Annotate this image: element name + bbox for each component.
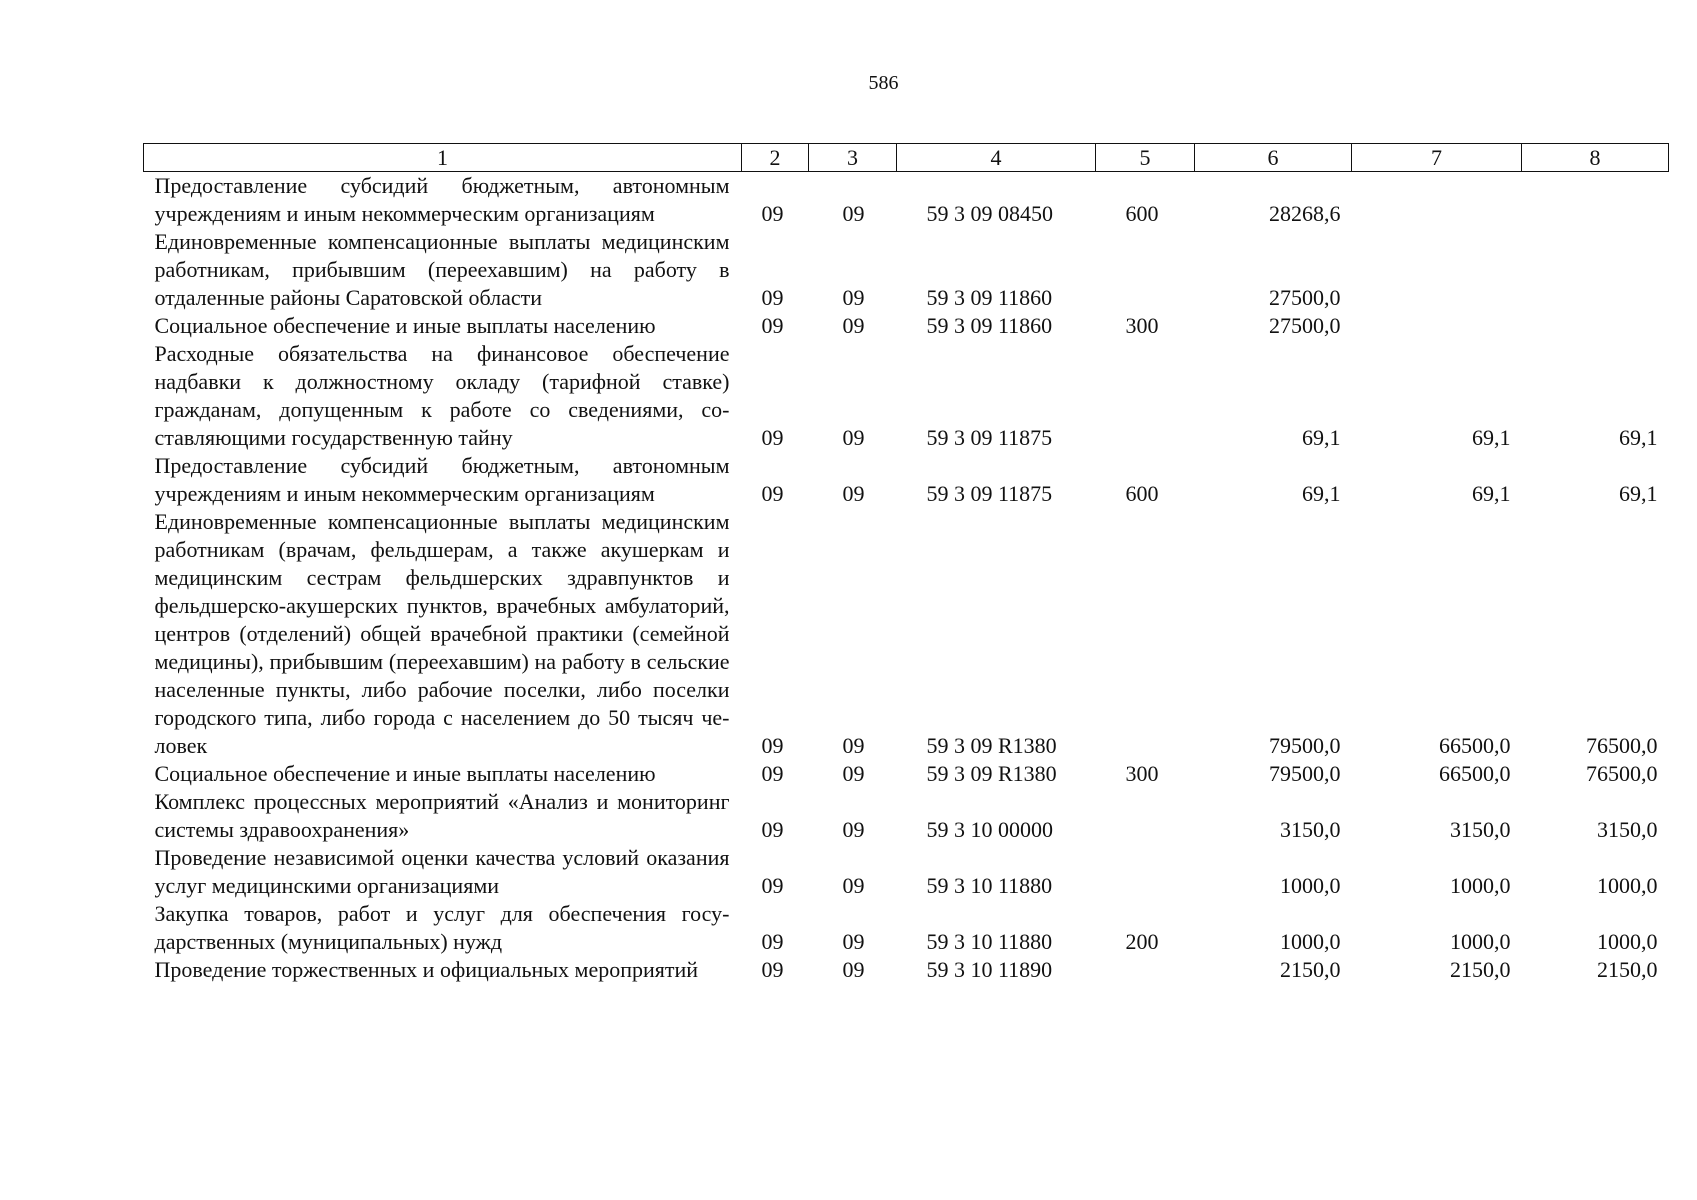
cell-section: 09 bbox=[761, 285, 784, 310]
cell-section: 09 bbox=[761, 425, 784, 450]
cell-description: Социальное обеспечение и иные выплаты населению bbox=[154, 761, 656, 786]
cell-expense-type: 600 bbox=[1125, 481, 1159, 506]
cell-expense-type: 600 bbox=[1125, 201, 1159, 226]
cell-target-article: 59 3 09 08450 bbox=[926, 201, 1053, 226]
budget-table-container bbox=[143, 143, 1668, 984]
cell-target-article: 59 3 09 R1380 bbox=[926, 761, 1057, 786]
cell-amount-year-2: 69,1 bbox=[1472, 481, 1511, 506]
cell-section: 09 bbox=[761, 761, 784, 786]
table-row bbox=[144, 340, 1669, 452]
cell-amount-year-2 bbox=[1352, 312, 1522, 340]
cell-description: Проведение независимой оценки качества условий оказания услуг медицинскими организациями bbox=[154, 845, 730, 898]
cell-subsection: 09 bbox=[842, 201, 865, 226]
header-col-7: 7 bbox=[1352, 144, 1522, 172]
cell-section: 09 bbox=[761, 957, 784, 982]
cell-amount-year-1: 69,1 bbox=[1302, 481, 1341, 506]
cell-subsection: 09 bbox=[842, 929, 865, 954]
cell-description: Проведение торжественных и официальных мероприятий bbox=[154, 957, 699, 982]
cell-amount-year-2: 1000,0 bbox=[1450, 873, 1511, 898]
table-row bbox=[144, 312, 1669, 340]
cell-amount-year-3: 1000,0 bbox=[1597, 929, 1658, 954]
cell-amount-year-2: 1000,0 bbox=[1450, 929, 1511, 954]
cell-subsection: 09 bbox=[842, 733, 865, 758]
cell-description: Предоставление субсидий бюджетным, автономным учреждениям и иным некоммерческим организациям bbox=[154, 453, 730, 506]
cell-amount-year-1: 79500,0 bbox=[1269, 761, 1341, 786]
cell-amount-year-1: 1000,0 bbox=[1280, 929, 1341, 954]
table-header bbox=[144, 144, 1669, 172]
cell-description: Социальное обеспечение и иные выплаты населению bbox=[154, 313, 656, 338]
header-col-2: 2 bbox=[742, 144, 809, 172]
cell-amount-year-3 bbox=[1522, 172, 1669, 229]
cell-amount-year-3: 2150,0 bbox=[1597, 957, 1658, 982]
cell-expense-type bbox=[1096, 844, 1195, 900]
cell-amount-year-3: 1000,0 bbox=[1597, 873, 1658, 898]
header-col-3: 3 bbox=[809, 144, 897, 172]
table-row bbox=[144, 844, 1669, 900]
cell-subsection: 09 bbox=[842, 481, 865, 506]
cell-description: Единовременные компенсационные выплаты медицинским работникам (врачам, фельдшерам, а также акушеркам и медицинским сестрам фельдшерских здравпунктов и фельдшерско-акушерских пунктов, врачебных амбулаторий, центров (отделений) общей врачебной практики (семейной медицины), прибывшим (переехавшим) на работу в сельские населенные пункты, либо рабочие поселки, либо поселки городского типа, либо города с населением до 50 тысяч человек bbox=[154, 509, 730, 758]
cell-subsection: 09 bbox=[842, 873, 865, 898]
cell-expense-type bbox=[1096, 228, 1195, 312]
budget-table bbox=[143, 143, 1669, 984]
cell-expense-type bbox=[1096, 956, 1195, 984]
cell-amount-year-3 bbox=[1522, 312, 1669, 340]
cell-subsection: 09 bbox=[842, 957, 865, 982]
cell-subsection: 09 bbox=[842, 313, 865, 338]
cell-expense-type: 200 bbox=[1125, 929, 1159, 954]
cell-target-article: 59 3 09 11860 bbox=[926, 285, 1053, 310]
cell-amount-year-2: 3150,0 bbox=[1450, 817, 1511, 842]
cell-subsection: 09 bbox=[842, 761, 865, 786]
table-row bbox=[144, 956, 1669, 984]
cell-section: 09 bbox=[761, 481, 784, 506]
cell-expense-type bbox=[1096, 508, 1195, 760]
cell-amount-year-2: 69,1 bbox=[1472, 425, 1511, 450]
cell-amount-year-1: 2150,0 bbox=[1280, 957, 1341, 982]
table-row bbox=[144, 228, 1669, 312]
cell-expense-type bbox=[1096, 340, 1195, 452]
table-row bbox=[144, 508, 1669, 760]
cell-description: Закупка товаров, работ и услуг для обеспечения государственных (муниципальных) нужд bbox=[154, 901, 730, 954]
cell-target-article: 59 3 10 11880 bbox=[926, 873, 1053, 898]
cell-amount-year-3: 3150,0 bbox=[1597, 817, 1658, 842]
table-row bbox=[144, 788, 1669, 844]
cell-amount-year-1: 79500,0 bbox=[1269, 733, 1341, 758]
cell-target-article: 59 3 10 11890 bbox=[926, 957, 1053, 982]
cell-description: Предоставление субсидий бюджетным, автономным учреждениям и иным некоммерческим организациям bbox=[154, 173, 730, 226]
cell-amount-year-1: 27500,0 bbox=[1269, 285, 1341, 310]
table-row bbox=[144, 452, 1669, 508]
cell-amount-year-3: 69,1 bbox=[1619, 425, 1658, 450]
cell-expense-type bbox=[1096, 788, 1195, 844]
cell-amount-year-3: 76500,0 bbox=[1586, 761, 1658, 786]
cell-target-article: 59 3 09 11875 bbox=[926, 481, 1053, 506]
cell-section: 09 bbox=[761, 929, 784, 954]
cell-description: Комплекс процессных мероприятий «Анализ и мониторинг системы здравоохранения» bbox=[154, 789, 730, 842]
cell-amount-year-1: 69,1 bbox=[1302, 425, 1341, 450]
header-col-4: 4 bbox=[897, 144, 1096, 172]
cell-section: 09 bbox=[761, 817, 784, 842]
cell-target-article: 59 3 09 11875 bbox=[926, 425, 1053, 450]
cell-section: 09 bbox=[761, 201, 784, 226]
header-col-5: 5 bbox=[1096, 144, 1195, 172]
cell-amount-year-1: 28268,6 bbox=[1269, 201, 1341, 226]
header-col-6: 6 bbox=[1195, 144, 1352, 172]
cell-subsection: 09 bbox=[842, 817, 865, 842]
cell-subsection: 09 bbox=[842, 285, 865, 310]
cell-amount-year-1: 27500,0 bbox=[1269, 313, 1341, 338]
cell-target-article: 59 3 09 11860 bbox=[926, 313, 1053, 338]
cell-amount-year-2: 66500,0 bbox=[1439, 761, 1511, 786]
cell-amount-year-3: 76500,0 bbox=[1586, 733, 1658, 758]
cell-amount-year-2: 2150,0 bbox=[1450, 957, 1511, 982]
cell-amount-year-2: 66500,0 bbox=[1439, 733, 1511, 758]
table-row bbox=[144, 900, 1669, 956]
cell-section: 09 bbox=[761, 733, 784, 758]
table-body bbox=[144, 172, 1669, 985]
cell-section: 09 bbox=[761, 313, 784, 338]
cell-description: Расходные обязательства на финансовое обеспечение надбавки к должностному окладу (тарифной ставке) гражданам, допущенным к работе со сведениями, составляющими государственную тайну bbox=[154, 341, 730, 450]
cell-amount-year-3 bbox=[1522, 228, 1669, 312]
header-row bbox=[144, 144, 1669, 172]
cell-amount-year-1: 3150,0 bbox=[1280, 817, 1341, 842]
page-number: 586 bbox=[868, 72, 899, 94]
cell-description: Единовременные компенсационные выплаты медицинским работникам, прибывшим (переехавшим) на работу в отдаленные районы Саратовской области bbox=[154, 229, 730, 310]
cell-amount-year-2 bbox=[1352, 172, 1522, 229]
cell-section: 09 bbox=[761, 873, 784, 898]
table-row bbox=[144, 760, 1669, 788]
cell-target-article: 59 3 10 00000 bbox=[926, 817, 1053, 842]
header-col-8: 8 bbox=[1522, 144, 1669, 172]
header-col-1: 1 bbox=[144, 144, 742, 172]
cell-expense-type: 300 bbox=[1125, 761, 1159, 786]
cell-expense-type: 300 bbox=[1125, 313, 1159, 338]
cell-target-article: 59 3 09 R1380 bbox=[926, 733, 1057, 758]
cell-subsection: 09 bbox=[842, 425, 865, 450]
cell-target-article: 59 3 10 11880 bbox=[926, 929, 1053, 954]
table-row bbox=[144, 172, 1669, 229]
cell-amount-year-3: 69,1 bbox=[1619, 481, 1658, 506]
cell-amount-year-2 bbox=[1352, 228, 1522, 312]
cell-amount-year-1: 1000,0 bbox=[1280, 873, 1341, 898]
